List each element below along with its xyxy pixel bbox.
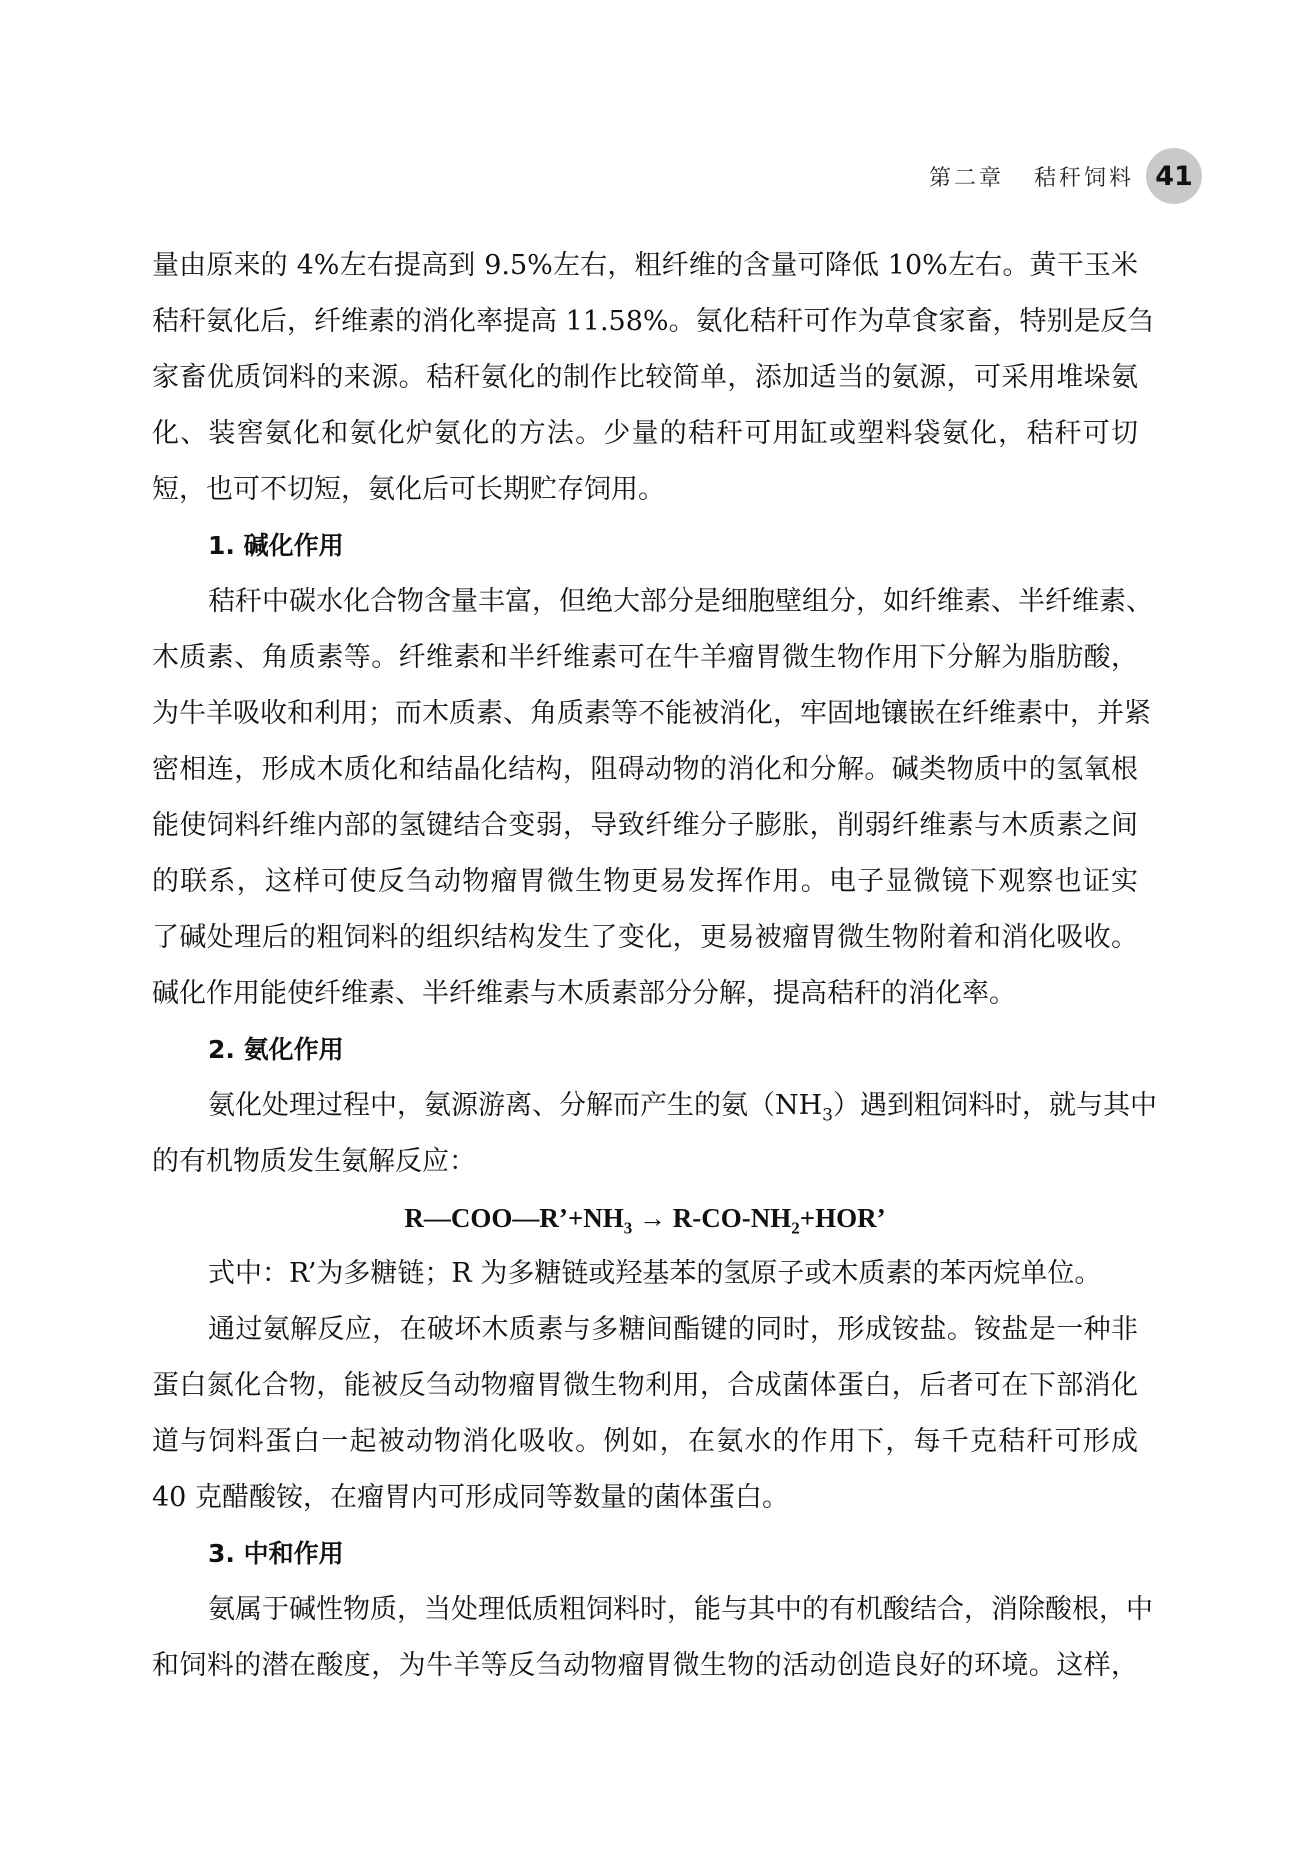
text-line: 秸秆氨化后，纤维素的消化率提高 11.58%。氨化秸秆可作为草食家畜，特别是反刍 bbox=[152, 306, 1155, 337]
text-segment: ）遇到粗饲料时，就与其中 bbox=[833, 1090, 1157, 1121]
section-heading-ammoniation: 2. 氨化作用 bbox=[208, 1035, 344, 1064]
text-line: 化、装窖氨化和氨化炉氨化的方法。少量的秸秆可用缸或塑料袋氨化，秸秆可切 bbox=[152, 418, 1138, 449]
text-line: 的联系，这样可使反刍动物瘤胃微生物更易发挥作用。电子显微镜下观察也证实 bbox=[152, 866, 1138, 897]
page-number-badge: 41 bbox=[1146, 148, 1202, 204]
text-line: 短，也可不切短，氨化后可长期贮存饲用。 bbox=[152, 474, 665, 505]
text-line: 和饲料的潜在酸度，为牛羊等反刍动物瘤胃微生物的活动创造良好的环境。这样， bbox=[152, 1650, 1138, 1681]
chemical-equation bbox=[152, 1190, 1138, 1246]
text-line: 蛋白氮化合物，能被反刍动物瘤胃微生物利用，合成菌体蛋白，后者可在下部消化 bbox=[152, 1370, 1138, 1401]
text-line: 家畜优质饲料的来源。秸秆氨化的制作比较简单，添加适当的氨源，可采用堆垛氨 bbox=[152, 362, 1138, 393]
equation-note: 式中：R’为多糖链；R 为多糖链或羟基苯的氢原子或木质素的苯丙烷单位。 bbox=[208, 1258, 1102, 1289]
body-text bbox=[152, 238, 1157, 1694]
chapter-title: 秸秆饲料 bbox=[1033, 165, 1134, 191]
text-line: 的有机物质发生氨解反应： bbox=[152, 1146, 476, 1177]
subscript: 3 bbox=[623, 1218, 633, 1238]
text-line: 道与饲料蛋白一起被动物消化吸收。例如，在氨水的作用下，每千克秸秆可形成 bbox=[152, 1426, 1138, 1457]
section-heading-neutralization: 3. 中和作用 bbox=[208, 1539, 344, 1568]
text-line: 木质素、角质素等。纤维素和半纤维素可在牛羊瘤胃微生物作用下分解为脂肪酸， bbox=[152, 642, 1138, 673]
subscript: 3 bbox=[822, 1105, 833, 1126]
section-heading-alkalization: 1. 碱化作用 bbox=[208, 531, 344, 560]
text-line: 40 克醋酸铵，在瘤胃内可形成同等数量的菌体蛋白。 bbox=[152, 1482, 789, 1513]
equation-part: → R-CO-NH bbox=[632, 1203, 792, 1233]
text-line: 能使饲料纤维内部的氢键结合变弱，导致纤维分子膨胀，削弱纤维素与木质素之间 bbox=[152, 810, 1138, 841]
running-head bbox=[929, 148, 1202, 204]
text-line: 通过氨解反应，在破坏木质素与多糖间酯键的同时，形成铵盐。铵盐是一种非 bbox=[208, 1314, 1138, 1345]
text-line: 氨属于碱性物质，当处理低质粗饲料时，能与其中的有机酸结合，消除酸根，中 bbox=[208, 1594, 1153, 1625]
text-segment: 氨化处理过程中，氨源游离、分解而产生的氨（NH bbox=[208, 1090, 823, 1121]
text-line bbox=[152, 1078, 1157, 1134]
text-line: 秸秆中碳水化合物含量丰富，但绝大部分是细胞壁组分，如纤维素、半纤维素、 bbox=[208, 586, 1153, 617]
equation-part: R—COO—R’+NH bbox=[404, 1203, 624, 1233]
chapter-label: 第二章 bbox=[928, 165, 1004, 191]
text-line: 碱化作用能使纤维素、半纤维素与木质素部分分解，提高秸秆的消化率。 bbox=[152, 978, 1016, 1009]
text-line: 为牛羊吸收和利用；而木质素、角质素等不能被消化，牢固地镶嵌在纤维素中，并紧 bbox=[152, 698, 1151, 729]
text-line: 密相连，形成木质化和结晶化结构，阻碍动物的消化和分解。碱类物质中的氢氧根 bbox=[152, 754, 1138, 785]
equation-part: +HOR’ bbox=[799, 1203, 886, 1233]
subscript: 2 bbox=[791, 1218, 800, 1238]
text-line: 了碱处理后的粗饲料的组织结构发生了变化，更易被瘤胃微生物附着和消化吸收。 bbox=[152, 922, 1138, 953]
text-line: 量由原来的 4%左右提高到 9.5%左右，粗纤维的含量可降低 10%左右。黄干玉米 bbox=[152, 250, 1138, 281]
